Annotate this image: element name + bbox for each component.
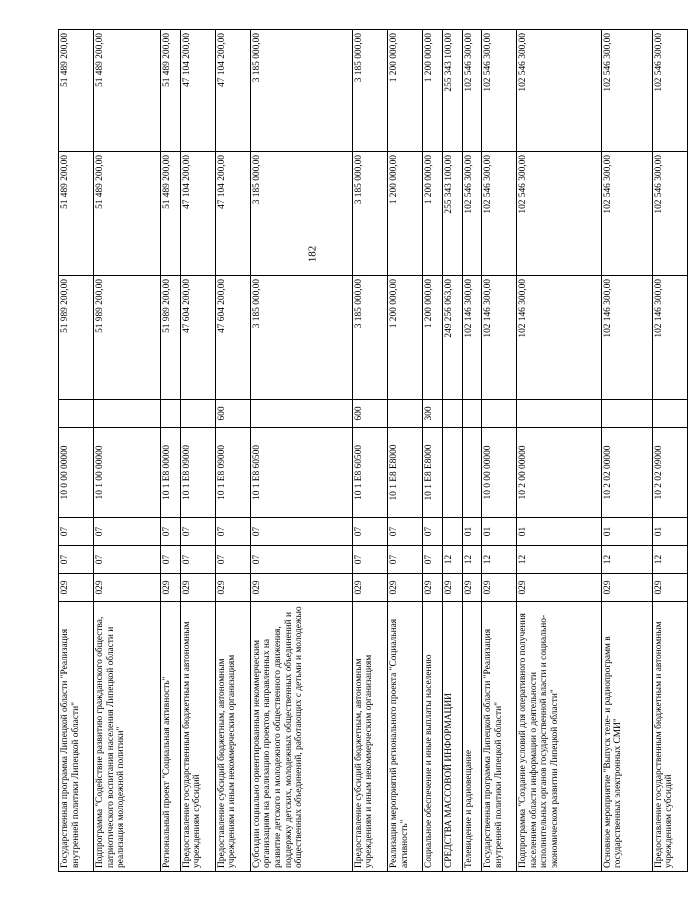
cell-name: Предоставление субсидий бюджетным, автономным учреждениям и иным некоммерческим организациям (352, 602, 387, 872)
cell-vr (462, 400, 482, 428)
cell-b: 1 200 000,00 (423, 152, 443, 276)
cell-a: 51 989 200,00 (59, 276, 94, 400)
cell-name: Социальное обеспечение и иные выплаты населению (423, 602, 443, 872)
cell-c: 1 200 000,00 (423, 30, 443, 152)
cell-pr: 07 (423, 518, 443, 546)
cell-vr (601, 400, 652, 428)
cell-ved: 029 (601, 574, 652, 602)
cell-rz: 07 (215, 546, 250, 574)
table-row (601, 30, 652, 872)
cell-b: 47 104 200,00 (215, 152, 250, 276)
cell-pr: 07 (388, 518, 423, 546)
cell-name: Государственная программа Липецкой области "Реализация внутренней политики Липецкой области" (59, 602, 94, 872)
cell-ved: 029 (161, 574, 181, 602)
cell-rz: 07 (423, 546, 443, 574)
cell-csr: 10 1 00 00000 (94, 428, 161, 518)
cell-csr: 10 1 E8 60500 (352, 428, 387, 518)
cell-c: 102 546 300,00 (517, 30, 602, 152)
cell-b: 255 343 100,00 (442, 152, 462, 276)
cell-ved: 029 (250, 574, 352, 602)
cell-a: 3 185 000,00 (250, 276, 352, 400)
cell-a: 3 185 000,00 (352, 276, 387, 400)
cell-vr (161, 400, 181, 428)
cell-csr: 10 0 00 00000 (482, 428, 517, 518)
cell-csr: 10 2 02 00000 (601, 428, 652, 518)
cell-b: 102 546 300,00 (652, 152, 687, 276)
cell-name: Реализация мероприятий регионального проекта "Социальная активность" (388, 602, 423, 872)
table-row (94, 30, 161, 872)
cell-pr: 07 (250, 518, 352, 546)
cell-name: Основное мероприятие "Выпуск теле- и радиопрограмм в государственных электронных СМИ" (601, 602, 652, 872)
cell-c: 102 546 300,00 (482, 30, 517, 152)
cell-csr: 10 1 E8 E8000 (388, 428, 423, 518)
cell-a: 1 200 000,00 (423, 276, 443, 400)
cell-name: Региональный проект "Социальная активность" (161, 602, 181, 872)
cell-ved: 029 (652, 574, 687, 602)
cell-ved: 029 (388, 574, 423, 602)
cell-ved: 029 (180, 574, 215, 602)
cell-rz: 12 (442, 546, 462, 574)
cell-rz: 07 (94, 546, 161, 574)
cell-a: 102 146 300,00 (601, 276, 652, 400)
cell-b: 3 185 000,00 (352, 152, 387, 276)
cell-name: Предоставление субсидий бюджетным, автономным учреждениям и иным некоммерческим организациям (215, 602, 250, 872)
cell-ved: 029 (94, 574, 161, 602)
cell-b: 1 200 000,00 (388, 152, 423, 276)
cell-b: 102 546 300,00 (482, 152, 517, 276)
table-row (423, 30, 443, 872)
cell-vr (482, 400, 517, 428)
cell-a: 51 989 200,00 (94, 276, 161, 400)
cell-b: 51 489 200,00 (94, 152, 161, 276)
cell-ved: 029 (423, 574, 443, 602)
cell-csr: 10 2 00 00000 (517, 428, 602, 518)
cell-pr: 07 (180, 518, 215, 546)
cell-a: 102 146 300,00 (462, 276, 482, 400)
cell-b: 102 546 300,00 (517, 152, 602, 276)
cell-b: 102 546 300,00 (601, 152, 652, 276)
cell-vr (517, 400, 602, 428)
cell-csr (462, 428, 482, 518)
cell-csr (442, 428, 462, 518)
table-row (250, 30, 352, 872)
cell-rz: 12 (601, 546, 652, 574)
cell-name: Предоставление государственным бюджетным и автономным учреждениям субсидий (652, 602, 687, 872)
budget-table (58, 29, 688, 872)
cell-rz: 07 (180, 546, 215, 574)
cell-vr: 300 (423, 400, 443, 428)
cell-name: Субсидии социально ориентированным некоммерческим организациям на реализацию проектов, направленных на развитие детского и молодежного общественного движения, поддержку детских, молодежных общественных объединений и общественных объединений, работающих с детьми и молодежью (250, 602, 352, 872)
table-row (652, 30, 687, 872)
cell-b: 47 104 200,00 (180, 152, 215, 276)
cell-rz: 12 (517, 546, 602, 574)
cell-name: Телевидение и радиовещание (462, 602, 482, 872)
cell-b: 51 489 200,00 (161, 152, 181, 276)
cell-pr: 07 (215, 518, 250, 546)
table-row (517, 30, 602, 872)
table-row (388, 30, 423, 872)
cell-ved: 029 (462, 574, 482, 602)
cell-vr (250, 400, 352, 428)
cell-vr (388, 400, 423, 428)
cell-name: СРЕДСТВА МАССОВОЙ ИНФОРМАЦИИ (442, 602, 462, 872)
table-row (442, 30, 462, 872)
cell-rz: 07 (59, 546, 94, 574)
cell-c: 47 104 200,00 (180, 30, 215, 152)
cell-c: 3 185 000,00 (250, 30, 352, 152)
cell-csr: 10 1 E8 E8000 (423, 428, 443, 518)
cell-pr: 01 (601, 518, 652, 546)
cell-pr: 01 (482, 518, 517, 546)
cell-name: Подпрограмма "Содействие развитию гражданского общества, патриотического воспитания населения Липецкой области и реализация молодежной политики" (94, 602, 161, 872)
cell-ved: 029 (352, 574, 387, 602)
cell-b: 3 185 000,00 (250, 152, 352, 276)
cell-vr: 600 (215, 400, 250, 428)
cell-vr: 600 (352, 400, 387, 428)
cell-b: 51 489 200,00 (59, 152, 94, 276)
cell-pr: 01 (462, 518, 482, 546)
cell-rz: 07 (388, 546, 423, 574)
page-number: 182 (306, 245, 319, 263)
cell-c: 47 104 200,00 (215, 30, 250, 152)
cell-ved: 029 (59, 574, 94, 602)
cell-csr: 10 1 E8 09000 (215, 428, 250, 518)
cell-pr: 07 (94, 518, 161, 546)
cell-name: Государственная программа Липецкой области "Реализация внутренней политики Липецкой области" (482, 602, 517, 872)
cell-a: 102 146 300,00 (482, 276, 517, 400)
cell-a: 102 146 300,00 (517, 276, 602, 400)
cell-rz: 07 (352, 546, 387, 574)
cell-csr: 10 1 E8 00000 (161, 428, 181, 518)
cell-a: 51 989 200,00 (161, 276, 181, 400)
cell-a: 102 146 300,00 (652, 276, 687, 400)
cell-pr: 07 (352, 518, 387, 546)
cell-rz: 12 (652, 546, 687, 574)
cell-ved: 029 (442, 574, 462, 602)
table-row (161, 30, 181, 872)
cell-vr (652, 400, 687, 428)
cell-pr (442, 518, 462, 546)
cell-vr (442, 400, 462, 428)
cell-c: 51 489 200,00 (94, 30, 161, 152)
cell-c: 255 343 100,00 (442, 30, 462, 152)
cell-pr: 01 (652, 518, 687, 546)
cell-csr: 10 1 E8 60500 (250, 428, 352, 518)
table-row (352, 30, 387, 872)
cell-vr (94, 400, 161, 428)
table-row (215, 30, 250, 872)
cell-pr: 01 (517, 518, 602, 546)
cell-c: 1 200 000,00 (388, 30, 423, 152)
cell-ved: 029 (215, 574, 250, 602)
cell-rz: 12 (462, 546, 482, 574)
cell-vr (180, 400, 215, 428)
cell-b: 102 546 300,00 (462, 152, 482, 276)
cell-name: Подпрограмма "Создание условий для оперативного получения населением области информации о деятельности исполнительных органов государственной власти и социально-экономическом развитии Липецкой области" (517, 602, 602, 872)
cell-pr: 07 (161, 518, 181, 546)
cell-csr: 10 2 02 09000 (652, 428, 687, 518)
cell-a: 249 256 063,00 (442, 276, 462, 400)
table-row (482, 30, 517, 872)
cell-rz: 07 (250, 546, 352, 574)
cell-c: 102 546 300,00 (652, 30, 687, 152)
cell-vr (59, 400, 94, 428)
cell-c: 3 185 000,00 (352, 30, 387, 152)
cell-c: 51 489 200,00 (161, 30, 181, 152)
cell-c: 102 546 300,00 (601, 30, 652, 152)
cell-a: 47 604 200,00 (180, 276, 215, 400)
cell-name: Предоставление государственным бюджетным и автономным учреждениям субсидий (180, 602, 215, 872)
cell-ved: 029 (517, 574, 602, 602)
cell-a: 47 604 200,00 (215, 276, 250, 400)
cell-csr: 10 1 E8 09000 (180, 428, 215, 518)
cell-a: 1 200 000,00 (388, 276, 423, 400)
cell-rz: 07 (161, 546, 181, 574)
cell-pr: 07 (59, 518, 94, 546)
table-row (180, 30, 215, 872)
cell-csr: 10 0 00 00000 (59, 428, 94, 518)
cell-c: 51 489 200,00 (59, 30, 94, 152)
cell-rz: 12 (482, 546, 517, 574)
cell-ved: 029 (482, 574, 517, 602)
table-row (462, 30, 482, 872)
cell-c: 102 546 300,00 (462, 30, 482, 152)
budget-table-rotated (58, 30, 688, 872)
table-row (59, 30, 94, 872)
